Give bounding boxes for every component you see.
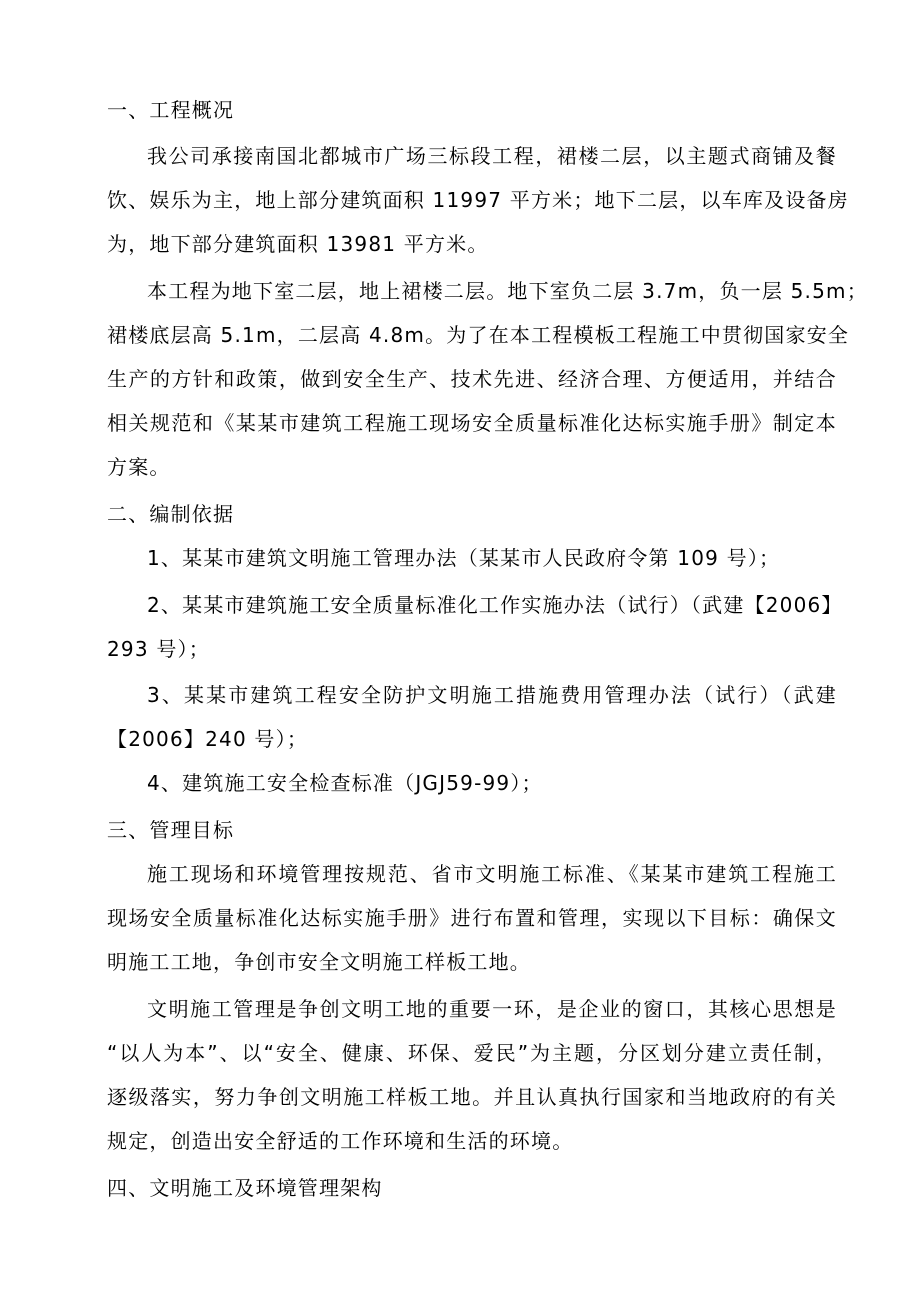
paragraph-line: 施工现场和环境管理按规范、省市文明施工标准、《某某市建筑工程施工 bbox=[147, 862, 837, 886]
list-item-continuation: 293 号）； bbox=[107, 637, 210, 661]
paragraph-line: 方案。 bbox=[107, 455, 171, 479]
paragraph-line: 为，地下部分建筑面积 13981 平方米。 bbox=[107, 232, 489, 256]
paragraph-line: 明施工工地，争创市安全文明施工样板工地。 bbox=[107, 950, 531, 974]
list-item: 3、某某市建筑工程安全防护文明施工措施费用管理办法（试行）（武建 bbox=[147, 683, 837, 707]
section-heading-4: 四、文明施工及环境管理架构 bbox=[107, 1176, 383, 1200]
paragraph-line: 饮、娱乐为主，地上部分建筑面积 11997 平方米；地下二层，以车库及设备房 bbox=[107, 188, 849, 212]
paragraph-line: 现场安全质量标准化达标实施手册》进行布置和管理，实现以下目标：确保文 bbox=[107, 906, 837, 930]
paragraph-line: 生产的方针和政策，做到安全生产、技术先进、经济合理、方便适用，并结合 bbox=[107, 367, 837, 391]
list-item: 1、某某市建筑文明施工管理办法（某某市人民政府令第 109 号）； bbox=[147, 546, 781, 570]
paragraph-line: 相关规范和《某某市建筑工程施工现场安全质量标准化达标实施手册》制定本 bbox=[107, 411, 837, 435]
paragraph-line: 文明施工管理是争创文明工地的重要一环，是企业的窗口，其核心思想是 bbox=[147, 997, 837, 1021]
list-item-continuation: 【2006】240 号）； bbox=[107, 727, 309, 751]
section-heading-2: 二、编制依据 bbox=[107, 502, 235, 526]
paragraph-line: “以人为本”、以“安全、健康、环保、爱民”为主题，分区划分建立责任制， bbox=[107, 1041, 837, 1065]
paragraph-line: 本工程为地下室二层，地上裙楼二层。地下室负二层 3.7m，负一层 5.5m； bbox=[147, 279, 868, 303]
paragraph-line: 裙楼底层高 5.1m，二层高 4.8m。为了在本工程模板工程施工中贯彻国家安全 bbox=[107, 323, 850, 347]
paragraph-line: 逐级落实，努力争创文明施工样板工地。并且认真执行国家和当地政府的有关 bbox=[107, 1085, 837, 1109]
paragraph-line: 我公司承接南国北都城市广场三标段工程，裙楼二层，以主题式商铺及餐 bbox=[147, 144, 837, 168]
paragraph-line: 规定，创造出安全舒适的工作环境和生活的环境。 bbox=[107, 1129, 574, 1153]
section-heading-1: 一、工程概况 bbox=[107, 98, 235, 122]
list-item: 4、建筑施工安全检查标准（JGJ59-99）； bbox=[147, 771, 543, 795]
section-heading-3: 三、管理目标 bbox=[107, 818, 235, 842]
list-item: 2、某某市建筑施工安全质量标准化工作实施办法（试行）（武建【2006】 bbox=[147, 593, 843, 617]
